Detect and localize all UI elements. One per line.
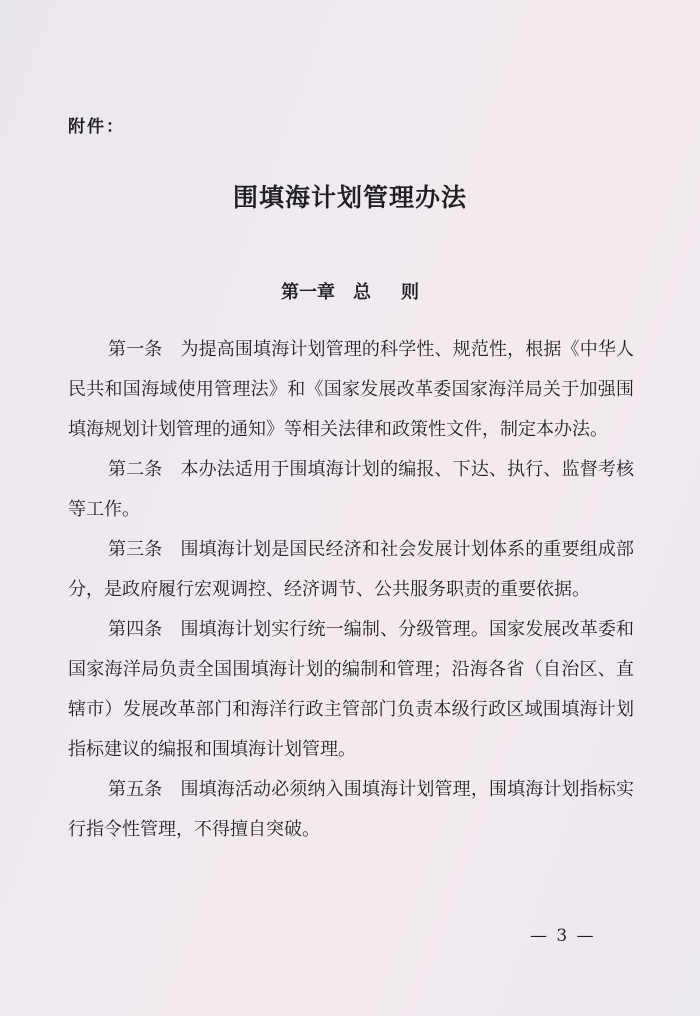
chapter-heading [0, 278, 700, 304]
article-text: 围填海计划实行统一编制、分级管理。国家发展改革委和国家海洋局负责全国围填海计划的编制和管理；沿海各省（自治区、直辖市）发展改革部门和海洋行政主管部门负责本级行政区域围填海计划指标建议的编报和围填海计划管理。 [68, 619, 635, 760]
article-label: 第四条 [108, 619, 163, 640]
chapter-name-part2: 则 [401, 282, 419, 303]
article-text: 为提高围填海计划管理的科学性、规范性，根据《中华人民共和国海域使用管理法》和《国家发展改革委国家海洋局关于加强围填海规划计划管理的通知》等相关法律和政策性文件，制定本办法。 [68, 339, 635, 440]
article-paragraph [68, 450, 634, 530]
chapter-name-part1: 总 [353, 282, 371, 303]
document-title: 围填海计划管理办法 [232, 183, 467, 212]
article-label: 第三条 [108, 539, 163, 560]
article-label: 第五条 [108, 779, 163, 800]
article-text: 本办法适用于围填海计划的编报、下达、执行、监督考核等工作。 [68, 459, 635, 520]
article-text: 围填海计划是国民经济和社会发展计划体系的重要组成部分，是政府履行宏观调控、经济调节、公共服务职责的重要依据。 [68, 539, 635, 600]
chapter-number: 第一章 [281, 282, 335, 303]
attachment-label: 附件： [68, 117, 125, 137]
article-paragraph [68, 530, 634, 610]
article-label: 第一条 [108, 339, 163, 360]
article-paragraph [68, 610, 634, 770]
document-body [68, 330, 634, 850]
article-paragraph [68, 330, 634, 450]
page-number: — 3 — [530, 926, 596, 946]
article-label: 第二条 [108, 459, 163, 480]
article-text: 围填海活动必须纳入围填海计划管理，围填海计划指标实行指令性管理，不得擅自突破。 [68, 779, 635, 840]
article-paragraph [68, 770, 634, 850]
